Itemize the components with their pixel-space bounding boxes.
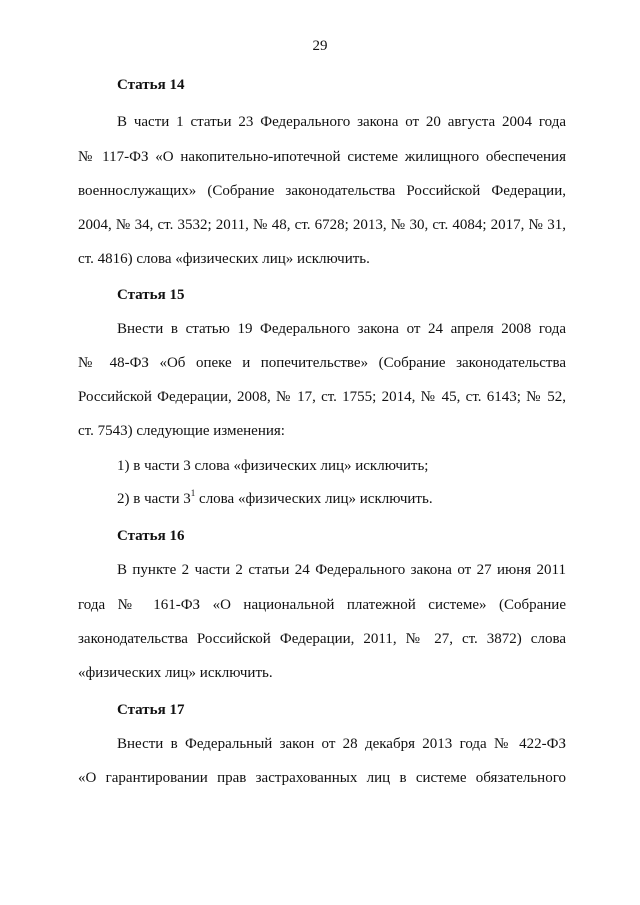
article-14-line-1: В части 1 статьи 23 Федерального закона от 20 августа 2004 года [117, 114, 566, 130]
article-15-item-2-post: слова «физических лиц» исключить. [195, 491, 433, 507]
article-15-line-4: ст. 7543) следующие изменения: [78, 423, 285, 439]
article-14-line-4: 2004, № 34, ст. 3532; 2011, № 48, ст. 6728; 2013, № 30, ст. 4084; 2017, № 31, [78, 217, 566, 233]
article-16-line-3: законодательства Российской Федерации, 2011, № 27, ст. 3872) слова [78, 631, 566, 647]
article-14-line-3: военнослужащих» (Собрание законодательства Российской Федерации, [78, 183, 566, 199]
article-17-line-1: Внести в Федеральный закон от 28 декабря 2013 года № 422-ФЗ [117, 736, 566, 752]
article-15-line-2: № 48-ФЗ «Об опеке и попечительстве» (Собрание законодательства [78, 355, 566, 371]
page-number: 29 [312, 38, 328, 54]
article-15-item-2 [117, 488, 566, 508]
article-15-line-1: Внести в статью 19 Федерального закона от 24 апреля 2008 года [117, 321, 566, 337]
article-16-title: Статья 16 [117, 528, 185, 544]
article-15-item-2-pre: 2) в части 3 [117, 491, 191, 507]
article-16-line-4: «физических лиц» исключить. [78, 665, 273, 681]
article-16-line-2: года № 161-ФЗ «О национальной платежной системе» (Собрание [78, 597, 566, 613]
article-15-line-3: Российской Федерации, 2008, № 17, ст. 1755; 2014, № 45, ст. 6143; № 52, [78, 389, 566, 405]
article-15-item-2-superscript: 1 [190, 488, 196, 498]
article-17-line-2: «О гарантировании прав застрахованных лиц в системе обязательного [78, 770, 566, 786]
article-17-title: Статья 17 [117, 702, 185, 718]
article-16-line-1: В пункте 2 части 2 статьи 24 Федерального закона от 27 июня 2011 [117, 562, 566, 578]
article-14-line-2: № 117-ФЗ «О накопительно-ипотечной системе жилищного обеспечения [78, 149, 566, 165]
article-14-line-5: ст. 4816) слова «физических лиц» исключить. [78, 251, 370, 267]
article-15-title: Статья 15 [117, 287, 185, 303]
article-15-item-1: 1) в части 3 слова «физических лиц» исключить; [117, 458, 429, 474]
article-14-title: Статья 14 [117, 77, 185, 93]
